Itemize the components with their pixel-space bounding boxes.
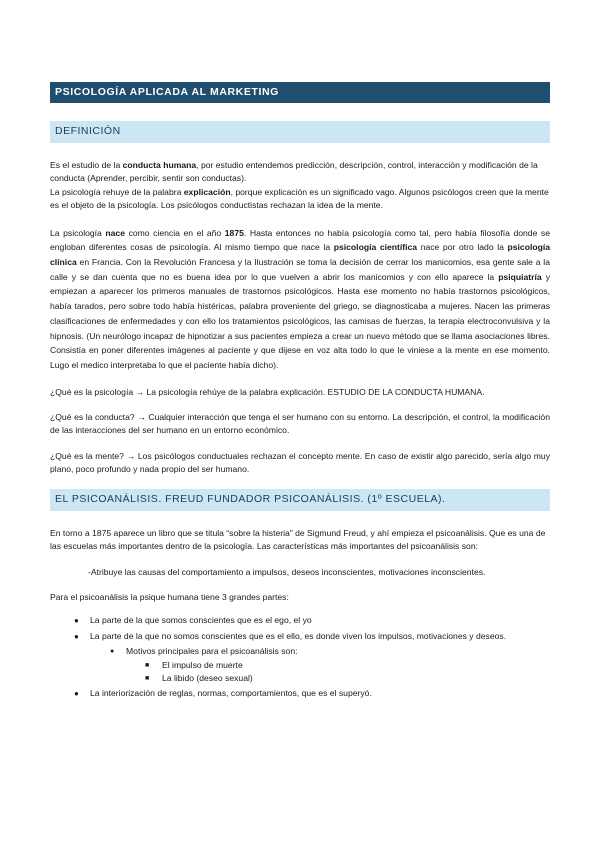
question-psicologia: ¿Qué es la psicología → La psicología rehúye de la palabra explicación. ESTUDIO DE LA CONDUCTA HUMANA. — [50, 386, 485, 397]
list-item: ■ La libido (deseo sexual) — [50, 672, 550, 685]
list-item: ● La parte de la que somos conscientes que es el ego, el yo — [50, 614, 550, 627]
psicoanalisis-characteristic: -Atribuye las causas del comportamiento a impulsos, deseos inconscientes, motivaciones inconscientes. — [88, 566, 486, 577]
bullet-icon: ● — [74, 631, 79, 641]
definition-paragraph-2: La psicología rehuye de la palabra explicación, porque explicación es un significado vago. Algunos psicólogos creen que la mente es el objeto de la psicología. Los psicólogos conductistas rechazan la idea de la mente. — [50, 186, 549, 211]
square-bullet-icon: ■ — [145, 661, 150, 669]
history-paragraph: La psicología nace como ciencia en el año 1875. Hasta entonces no había psicología como tal, pero había filosofía donde se engloban diferentes cosas de psicología. Al mismo tiempo que nace la psicología científica nace por otro lado la psicología clínica en Francia. Con la Revolución Francesa y la Ilustración se toma la decisión de cerrar los manicomios, esa gente sale a la calle y se dan cuenta que no es buena idea por lo que vuelven a abrir los manicomios y con ello aparece la psiquiatría y empiezan a aparecer los primeros manuales de trastornos psicológicos. Hasta ese momento no había trastornos psicológicos, había tarados, pero sobre todo había histéricas, palabra proveniente del griego, se diagnosticaba a mujeres. Nacen las primeras clasificaciones de enfermedades y con ello los tratamientos psicológicos, las camisas de fuerzas, la terapia electroconvulsiva y la hipnosis. (Un neurólogo incapaz de hipnotizar a sus pacientes empieza a crear un nuevo método que se llama asociaciones libres. Consistía en poner diferentes imágenes al paciente y que dijese en voz alta todo lo que le viniese a la mente en ese momento. Lugo el medico interpretaba lo que el paciente había dicho). — [50, 227, 551, 370]
list-item: ■ El impulso de muerte — [50, 659, 550, 672]
psicoanalisis-intro-paragraph: En torno a 1875 aparece un libro que se titula “sobre la histeria” de Sigmund Freud, y ahí empieza el psicoanálisis. Que es una de las escuelas más importantes dentro de la psicología. Las características más importantes del psicoanálisis son: — [50, 527, 546, 552]
list-item: ● La parte de la que no somos conscientes que es el ello, es donde viven los impulsos, motivaciones y deseos. — [50, 630, 550, 643]
psique-parts-list — [50, 614, 550, 700]
square-bullet-icon: ■ — [145, 674, 150, 682]
bullet-icon: ● — [74, 689, 79, 699]
bullet-icon: ● — [74, 616, 79, 626]
bullet-icon: ● — [110, 648, 115, 656]
list-item: ● La interiorización de reglas, normas, comportamientos, que es el superyó. — [50, 687, 550, 700]
question-conducta: ¿Qué es la conducta? → Cualquier interacción que tenga el ser humano con su entorno. La descripción, el control, la modificación de las interacciones del ser humano en un entorno económico. — [50, 412, 550, 436]
document-title: PSICOLOGÍA APLICADA AL MARKETING — [50, 82, 550, 103]
section-heading-definicion: DEFINICIÓN — [50, 121, 550, 143]
document-page — [50, 82, 550, 701]
section-heading-psicoanalisis: EL PSICOANÁLISIS. FREUD FUNDADOR PSICOANÁLISIS. (1º ESCUELA). — [50, 489, 550, 511]
psique-parts-intro: Para el psicoanálisis la psique humana tiene 3 grandes partes: — [50, 591, 289, 602]
list-item: ● Motivos principales para el psicoanálisis son: — [50, 645, 550, 658]
definition-paragraph-1: Es el estudio de la conducta humana, por estudio entendemos predicción, descripción, control, interacción y modificación de la conducta (Aprender, percibir, sentir son conductas). — [50, 160, 538, 184]
question-mente: ¿Qué es la mente? → Los psicólogos conductuales rechazan el concepto mente. En caso de existir algo parecido, sería algo muy plano, poco profundo y nada propio del ser humano. — [50, 450, 550, 475]
